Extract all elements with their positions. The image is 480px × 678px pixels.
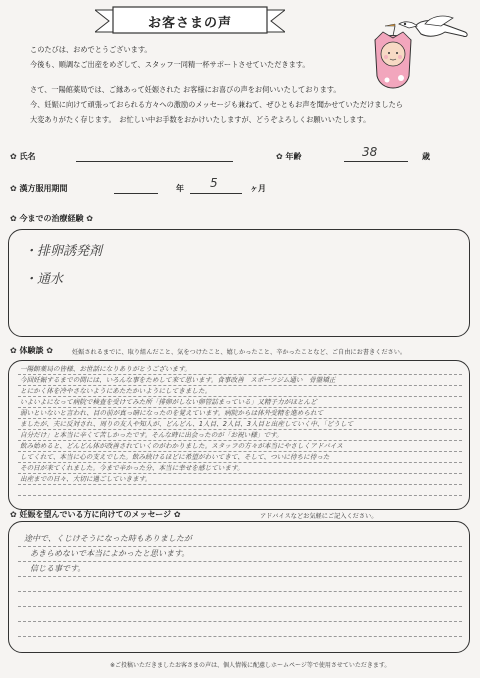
intro-line: 大変ありがたく存じます。 お忙しい中お手数をおかけいたしますが、どうぞよろしくお願いいたします。	[30, 115, 371, 124]
star-icon: ✿	[10, 152, 17, 161]
age-field[interactable]	[344, 161, 408, 162]
page-title: お客さまの声	[147, 15, 232, 31]
treatment-item: ・通水	[24, 272, 64, 287]
period-years-unit: 年	[176, 184, 184, 193]
experience-line: 自分だけ」と本当に辛くて苦しかったです。そんな時に出会ったのが「お祝い様」です。	[20, 431, 283, 439]
experience-line: 今回妊娠するまでの間には、いろんな事をためして来て思います。食事改善 スポーツジム通い 骨盤矯正	[20, 376, 336, 384]
footer-note: ※ご投稿いただきましたお客さまの声は、個人情報に配慮しホームページ等で使用させていただきます。	[110, 662, 391, 669]
experience-line: してくれて、本当に心の支えでした。飲み続けるほどに希望がわいてきて、そして、ついに待ちに待った	[20, 453, 330, 461]
period-years-field[interactable]	[114, 193, 158, 194]
message-lines	[18, 528, 462, 646]
name-field[interactable]	[76, 161, 233, 162]
intro-line: さて、一陽館薬局では、ご縁あって妊娠された お客様にお喜びの声をお伺いいたしております。	[30, 85, 341, 94]
experience-line: いよいよになって病院で検査を受けてみた所「排卵がしない卵管詰まっている」又精子力がほとんど	[20, 398, 317, 406]
experience-line: ましたが、夫に反対され、周りの友人や知人が、どんどん、1人目、2人目、3人目と出産していく中、「どうして	[20, 420, 354, 428]
experience-note: 妊娠されるまでに、取り組んだこと、気をつけたこと、嬉しかったこと、辛かったことなど、ご自由にお書きください。	[72, 349, 407, 356]
experience-line: 弱いといないと言われ、目の前が真っ暗になったのを覚えています。病院からは体外受精を進められて	[20, 409, 324, 417]
period-months-field[interactable]	[190, 193, 242, 194]
experience-label: 体験談	[19, 346, 44, 355]
age-label-row	[276, 151, 302, 162]
age-unit: 歳	[422, 152, 430, 161]
stork-with-baby-icon	[365, 14, 473, 106]
experience-line: とにかく体を冷やさないようにあたたかいようにしてきました。	[20, 387, 212, 395]
star-icon: ✿	[86, 214, 93, 223]
period-months-unit: ヶ月	[250, 184, 266, 193]
experience-section-title	[10, 345, 53, 356]
star-icon: ✿	[46, 346, 53, 355]
treatment-item: ・排卵誘発剤	[24, 244, 103, 259]
experience-line: 出産までの日々、大切に過ごしていきます。	[20, 475, 152, 483]
star-icon: ✿	[10, 510, 17, 519]
experience-line: 一陽館薬局の皆様、お世話になりありがとうございます。	[20, 365, 191, 373]
name-label-row	[10, 151, 36, 162]
period-label: 漢方服用期間	[19, 184, 68, 193]
treatment-label: 今までの治療経験	[19, 214, 84, 223]
period-label-row	[10, 183, 68, 194]
message-line: あきらめないで本当によかったと思います。	[30, 549, 190, 558]
star-icon: ✿	[10, 346, 17, 355]
message-label: 妊娠を望んでいる方に向けてのメッセージ	[19, 510, 172, 519]
intro-line: 今後も、順調なご出産をめざして、スタッフ一同精一杯サポートさせていただきます。	[30, 60, 310, 69]
title-banner	[95, 6, 285, 36]
intro-line: このたびは、おめでとうございます。	[30, 45, 152, 54]
treatment-section-title	[10, 213, 93, 224]
name-label: 氏名	[19, 152, 36, 161]
experience-line: 飲み始めると、どんどん体が改善されていくのがわかりました。スタッフの方々が本当にやさしくアドバイス	[20, 442, 343, 450]
age-label: 年齢	[285, 152, 302, 161]
message-note: アドバイスなどお気軽にご記入ください。	[260, 513, 378, 520]
star-icon: ✿	[276, 152, 283, 161]
message-section-title	[10, 509, 181, 520]
star-icon: ✿	[10, 214, 17, 223]
intro-line: 今、妊娠に向けて頑張っておられる方々への激励のメッセージも兼ねて、ぜひともお声を聞かせていただけましたら	[30, 100, 403, 109]
star-icon: ✿	[173, 510, 181, 519]
experience-line: その日が来てくれました。今まで辛かった分、本当に幸せを感じています。	[20, 464, 244, 472]
message-line: 信じる事です。	[30, 564, 86, 573]
age-value: 38	[362, 145, 378, 159]
message-line: 途中で、くじけそうになった時もありましたが	[24, 534, 192, 543]
star-icon: ✿	[10, 184, 17, 193]
period-months-value: 5	[210, 176, 218, 190]
